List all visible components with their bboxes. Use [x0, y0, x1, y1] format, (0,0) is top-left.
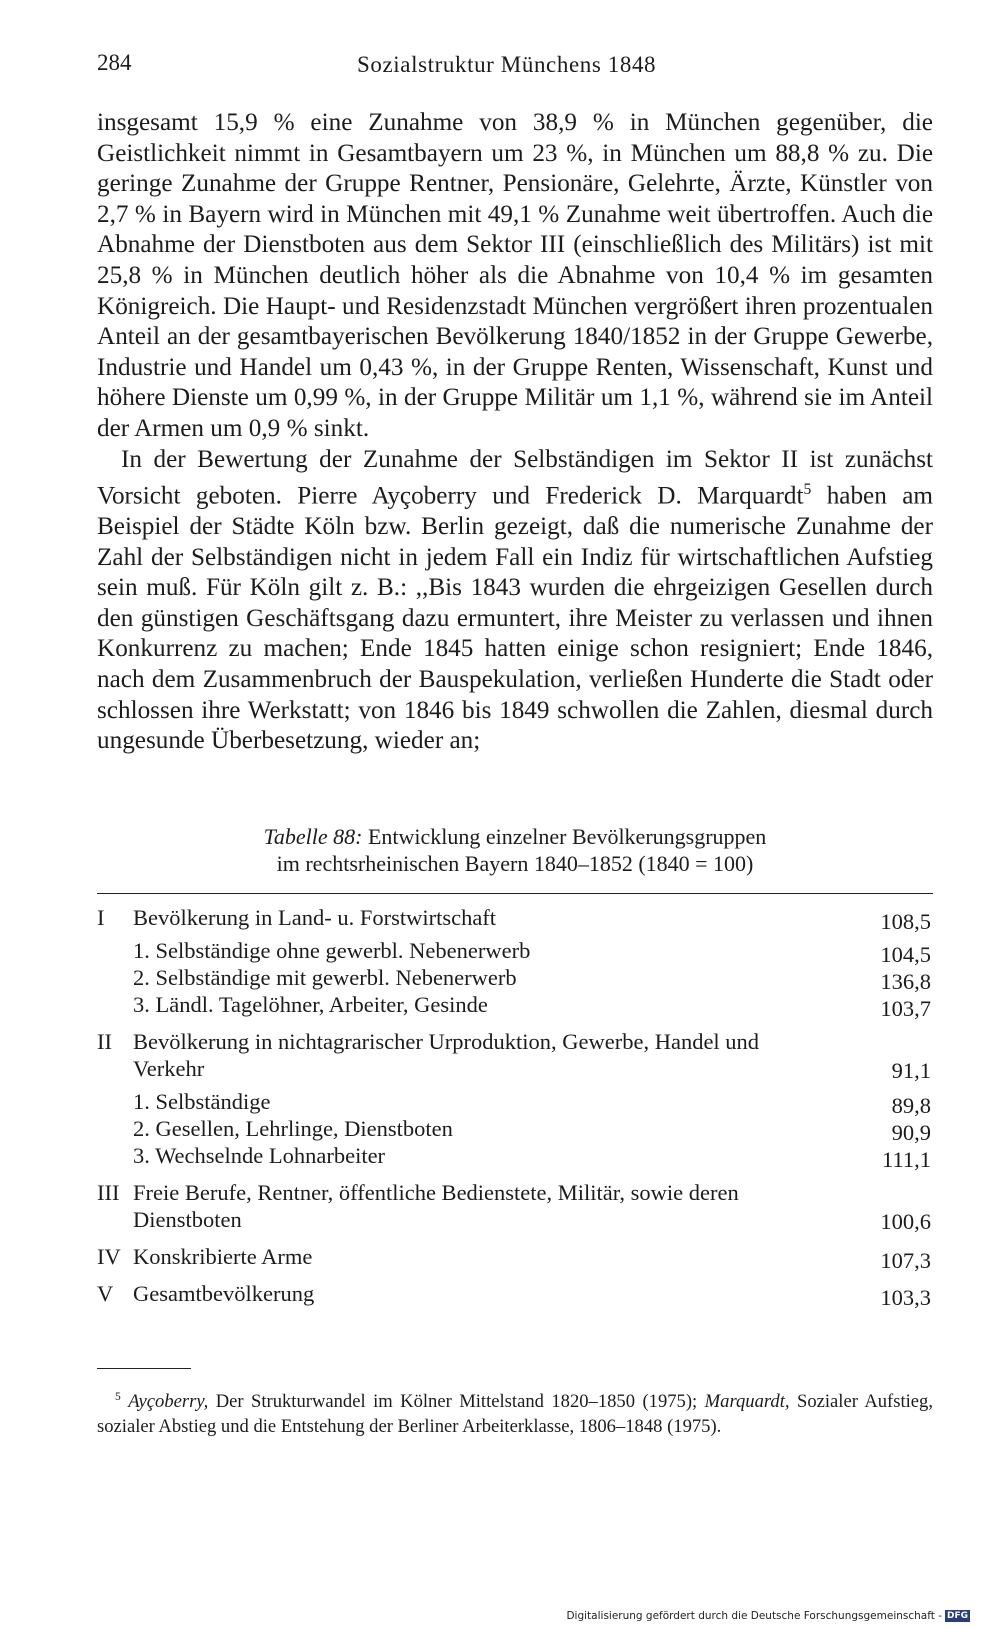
running-head: Sozialstruktur Münchens 1848: [357, 52, 657, 77]
caption-title: Entwicklung einzelner Bevölkerungsgruppen: [362, 824, 767, 849]
body-text: [97, 108, 933, 757]
page-header: [97, 44, 937, 78]
table-row: [97, 1088, 933, 1118]
row-label-text: Selbständige mit gewerbl. Nebenerwerb: [155, 965, 517, 990]
paragraph-text: In der Bewertung der Zunahme der Selbständigen im Sektor II ist zunächst Vorsicht geboten. Pierre Ayçoberry und Frederick D. Marquardt: [97, 445, 933, 510]
table-row: [97, 1115, 933, 1145]
row-value: 103,7: [880, 996, 931, 1021]
row-value: 89,8: [891, 1093, 931, 1118]
footnote-text: Der Strukturwandel im Kölner Mittelstand 1820–1850 (1975);: [208, 1391, 705, 1413]
caption-line: [97, 823, 933, 850]
row-label: Bevölkerung in Land- u. Forstwirtschaft: [133, 905, 497, 930]
table-row: [97, 1142, 933, 1172]
paragraph: [97, 445, 933, 757]
row-label: [97, 1115, 933, 1142]
page-number: 284: [97, 50, 132, 75]
table-label: Tabelle 88:: [263, 824, 363, 849]
row-label: [97, 991, 933, 1018]
paragraph: insgesamt 15,9 % eine Zunahme von 38,9 % in München gegenüber, die Geistlichkeit nimmt in Gesamtbayern um 23 %, in München um 88,8 % zu. Die geringe Zunahme der Gruppe Rentner, Pensionäre, Gelehrte, Ärzte, Künstler von 2,7 % in Bayern wird in München mit 49,1 % Zunahme weit übertroffen. Auch die Abnahme der Dienstboten aus dem Sektor III (einschließlich des Militärs) ist mit 25,8 % in München deutlich höher als die Abnahme von 10,4 % im gesamten Königreich. Die Haupt- und Residenzstadt München vergrößert ihren prozentualen Anteil an der gesamtbayerischen Bevölkerung 1840/1852 in der Gruppe Gewerbe, Industrie und Handel um 0,43 %, in der Gruppe Renten, Wissenschaft, Kunst und höhere Dienste um 0,99 %, in der Gruppe Militär um 1,1 %, während sie im Anteil der Armen um 0,9 % sinkt.: [97, 109, 933, 442]
row-label: [97, 1088, 933, 1115]
table-row: [97, 991, 933, 1021]
dfg-logo-icon: DFG: [946, 1611, 968, 1621]
table-row: [97, 1179, 933, 1233]
table-row: [97, 1243, 933, 1273]
table-row: [97, 937, 933, 967]
row-value: 103,3: [880, 1285, 931, 1310]
row-value: 100,6: [880, 1209, 931, 1234]
footnote-reference: 5: [803, 481, 812, 499]
footnote: [97, 1385, 933, 1439]
row-label: Freie Berufe, Rentner, öffentliche Bedienstete, Militär, sowie deren Dienstboten: [133, 1180, 739, 1232]
row-label: Gesamtbevölkerung: [133, 1281, 315, 1306]
row-number: III: [97, 1180, 120, 1205]
row-label-text: Ländl. Tagelöhner, Arbeiter, Gesinde: [155, 992, 488, 1017]
row-label: Bevölkerung in nichtagrarischer Urproduktion, Gewerbe, Handel und Verkehr: [133, 1029, 760, 1081]
row-label-text: Selbständige ohne gewerbl. Nebenerwerb: [155, 938, 531, 963]
row-number: 2.: [133, 1116, 150, 1141]
row-value: 108,5: [880, 909, 931, 934]
row-number: 3.: [133, 1143, 150, 1168]
caption-subtitle: im rechtsrheinischen Bayern 1840–1852 (1840 = 100): [276, 851, 754, 876]
row-label: Konskribierte Arme: [133, 1244, 313, 1269]
footnote-marker: 5: [115, 1391, 121, 1403]
row-value: 90,9: [891, 1120, 931, 1145]
digitization-credit: [566, 1610, 970, 1622]
row-number: 1.: [133, 938, 150, 963]
row-value: 136,8: [880, 969, 931, 994]
table-row: [97, 1280, 933, 1310]
row-value: 91,1: [891, 1058, 931, 1083]
row-value: 104,5: [880, 942, 931, 967]
footnote-rule: [97, 1368, 191, 1369]
footnote-author: Ayçoberry,: [128, 1391, 209, 1413]
table-caption: [97, 823, 933, 877]
row-number: I: [97, 905, 105, 930]
row-label: [97, 1142, 933, 1169]
row-label-text: Selbständige: [155, 1089, 271, 1114]
table-row: [97, 964, 933, 994]
paragraph-text: haben am Beispiel der Städte Köln bzw. Berlin gezeigt, daß die numerische Zunahme der Zahl der Selbständigen nicht in jedem Fall ein Indiz für wirtschaftlichen Aufstieg sein muß. Für Köln gilt z. B.: ,,Bis 1843 wurden die ehrgeizigen Gesellen durch den günstigen Geschäftsgang dazu ermuntert, ihre Meister zu verlassen und ihnen Konkurrenz zu machen; Ende 1845 hatten einige schon resigniert; Ende 1846, nach dem Zusammenbruch der Bauspekulation, verließen Hunderte die Stadt oder schlossen ihre Werkstatt; von 1846 bis 1849 schwollen die Zahlen, diesmal durch ungesunde Überbesetzung, wieder an;: [97, 482, 933, 755]
footnote-author: Marquardt,: [704, 1391, 790, 1413]
row-number: 3.: [133, 992, 150, 1017]
row-number: V: [97, 1281, 114, 1306]
row-label: [97, 964, 933, 991]
population-table: [97, 904, 933, 1310]
row-label-text: Wechselnde Lohnarbeiter: [155, 1143, 386, 1168]
row-number: 2.: [133, 965, 150, 990]
row-number: II: [97, 1029, 112, 1054]
row-number: 1.: [133, 1089, 150, 1114]
footnote-text: Sozialer Aufstieg, sozialer Abstieg und die Entstehung der Berliner Arbeiterklasse, 1806–1848 (1975).: [97, 1391, 934, 1437]
row-value: 111,1: [882, 1147, 931, 1172]
row-label: [97, 937, 933, 964]
table-row: [97, 904, 933, 934]
row-label-text: Gesellen, Lehrlinge, Dienstboten: [155, 1116, 453, 1141]
row-value: 107,3: [880, 1248, 931, 1273]
table-top-rule: [97, 893, 933, 894]
row-number: IV: [97, 1244, 121, 1269]
credit-text: Digitalisierung gefördert durch die Deutsche Forschungsgemeinschaft -: [566, 1610, 942, 1622]
table-row: [97, 1028, 933, 1082]
